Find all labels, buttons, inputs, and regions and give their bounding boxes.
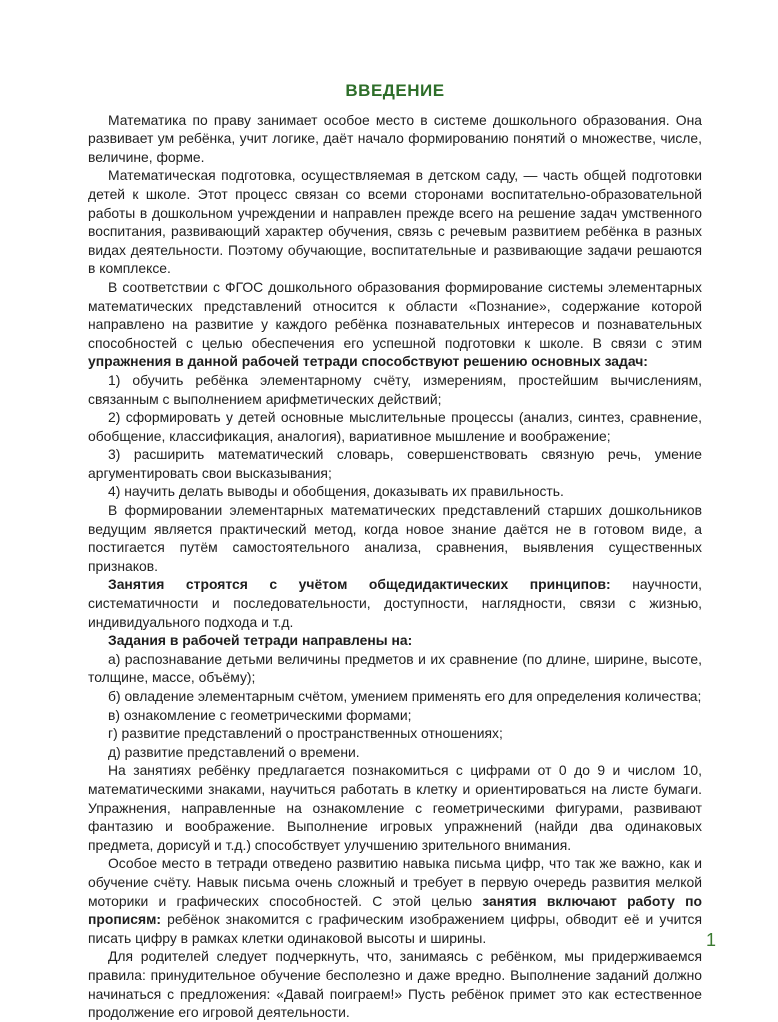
direction-item: г) развитие представлений о пространственных отношениях; [108,725,503,742]
paragraph-directions-heading [88,631,702,650]
paragraph-writing-end: ребёнок знакомится с графическим изображением цифры, обводит её и учится писать цифру в рамках клетки одинаковой высоты и ширины. [88,911,702,946]
paragraph-digits: На занятиях ребёнку предлагается познакомиться с цифрами от 0 до 9 и числом 10, математическими знаками, научиться работать в клетку и ориентироваться на листе бумаги. Упражнения, направленные на ознакомление с геометрическими фигурами, развивают фантазию и воображение. Выполнение игровых упражнений (найди два одинаковых предмета, дорисуй и т.д.) способствует улучшению зрительного внимания. [88,762,702,853]
direction-item: б) овладение элементарным счётом, умением применять его для определения количества; [108,688,702,704]
paragraph-fgos-bold: упражнения в данной рабочей тетради способствуют решению основных задач: [88,353,648,370]
direction-item: д) развитие представлений о времени. [108,743,360,760]
direction-item: а) распознавание детьми величины предметов и их сравнение (по длине, ширине, высоте, толщине, массе, объёму); [88,650,702,686]
paragraph-fgos [88,278,702,371]
task-item: 2) сформировать у детей основные мыслительные процессы (анализ, синтез, сравнение, обобщение, классификация, аналогия), вариативное мышление и воображение; [88,409,702,444]
paragraph-fgos-text: В соответствии с ФГОС дошкольного образования формирование системы элементарных математических представлений относится к области «Познание», содержание которой направлено на развитие у каждого ребёнка познавательных интересов и познавательных способностей с целью обеспечения его успешной подготовки к школе. В связи с этим [88,278,702,351]
paragraph-writing [88,854,702,947]
paragraph-preparation: Математическая подготовка, осуществляемая в детском саду, — часть общей подготовки детей к школе. Этот процесс связан со всеми сторонами воспитательно-образовательной работы в дошкольном учреждении и направлен прежде всего на решение задач умственного воспитания, развивающий характер обучения, связь с речевым развитием ребёнка в разных видах деятельности. Поэтому обучающие, воспитательные и развивающие задачи решаются в комплексе. [88,167,702,277]
paragraph-writing-text: Особое место в тетради отведено развитию навыка письма цифр, что так же важно, как и обучение счёту. Навык письма очень сложный и требует в первую очередь развития мелкой моторики и графических способностей. С этой целью [88,855,702,909]
paragraph-parents: Для родителей следует подчеркнуть, что, занимаясь с ребёнком, мы придерживаемся правила: принудительное обучение бесполезно и даже вредно. Выполнение заданий должно начинаться с предложения: «Давай поиграем!» Пусть ребёнок примет это как естественное продолжение его игровой деятельности. [88,948,702,1021]
paragraph-principles-bold: Занятия строятся с учётом общедидактических принципов: [108,576,611,593]
paragraph-method: В формировании элементарных математических представлений старших дошкольников ведущим является практический метод, когда новое знание даётся не в готовом виде, а постигается путём самостоятельного анализа, сравнения, выявления существенных признаков. [88,502,702,574]
paragraph-principles-text: научности, систематичности и последовательности, доступности, наглядности, связи с жизнью, индивидуального подхода и т.д. [88,576,702,630]
task-item: 1) обучить ребёнка элементарному счёту, измерениям, простейшим вычислениям, связанным с выполнением арифметических действий; [88,371,702,407]
paragraph-principles [88,575,702,631]
paragraph-intro: Математика по праву занимает особое место в системе дошкольного образования. Она развивает ум ребёнка, учит логике, даёт начало формированию понятий о множестве, числе, величине, форме. [88,111,702,165]
page-title: ВВЕДЕНИЕ [345,81,445,100]
direction-item: в) ознакомление с геометрическими формами; [108,706,412,723]
task-item: 4) научить делать выводы и обобщения, доказывать их правильность. [108,483,564,500]
paragraph-writing-bold: занятия включают работу по прописям: [88,892,702,928]
page-body [88,82,702,1022]
task-item: 3) расширить математический словарь, совершенствовать связную речь, умение аргументировать свои высказывания; [88,446,702,481]
directions-heading: Задания в рабочей тетради направлены на: [108,632,413,649]
page-number: 1 [706,930,717,950]
